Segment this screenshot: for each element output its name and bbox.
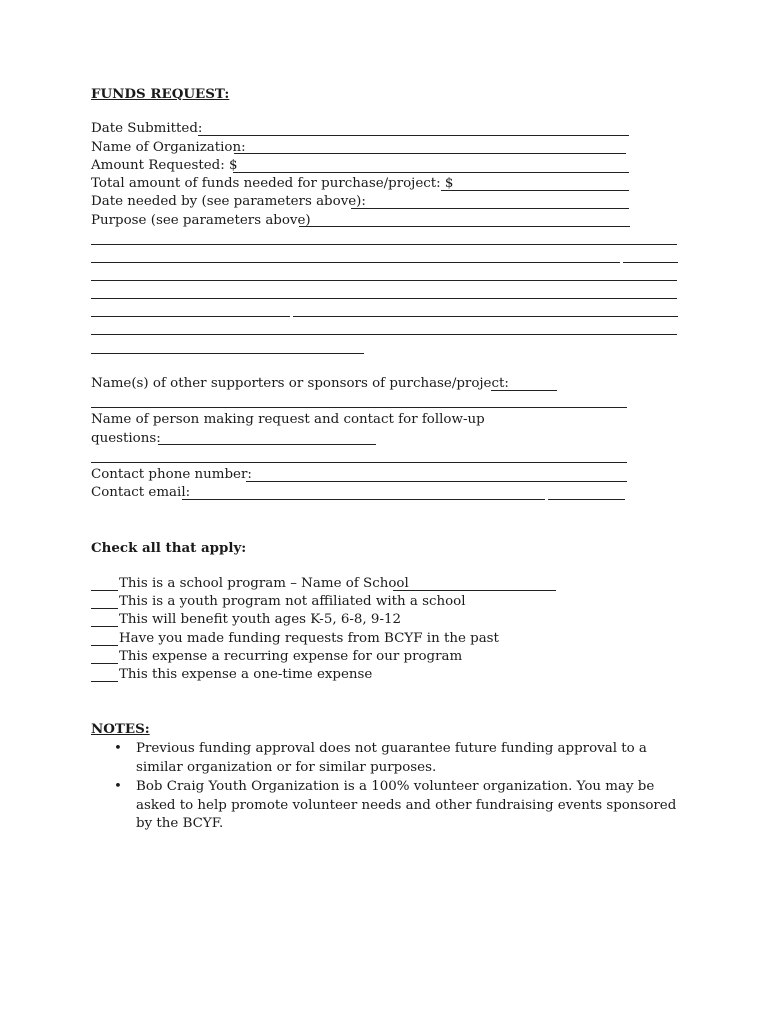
date-submitted-label: Date Submitted: [91,121,203,136]
purpose-line[interactable] [91,334,677,335]
purpose-field[interactable] [299,226,630,227]
purpose-line[interactable] [91,244,677,245]
contact-phone-label: Contact phone number: [91,467,252,482]
purpose-line[interactable] [91,298,677,299]
contact-phone-field[interactable] [246,481,627,482]
purpose-line[interactable] [91,280,677,281]
supporters-line[interactable] [91,407,627,408]
checklist-item: This expense a recurring expense for our program [119,649,463,664]
organization-name-field[interactable] [234,153,626,154]
purpose-line[interactable] [91,316,290,317]
purpose-line[interactable] [293,316,678,317]
note-item: • Bob Craig Youth Organization is a 100% volunteer organization. You may be asked to help promote volunteer needs and other fundraising events sponsored by the BCYF. [91,778,681,834]
checklist-item: This is a youth program not affiliated with a school [119,594,466,609]
checkbox-line[interactable] [91,681,118,682]
contact-email-label: Contact email: [91,485,191,500]
date-submitted-field[interactable] [198,135,629,136]
checkbox-line[interactable] [91,645,118,646]
checklist-item: This will benefit youth ages K-5, 6-8, 9-12 [119,612,402,627]
contact-email-field[interactable] [548,499,625,500]
purpose-label: Purpose (see parameters above) [91,213,311,228]
supporters-label: Name(s) of other supporters or sponsors of purchase/project: [91,376,509,391]
contact-email-field[interactable] [182,499,545,500]
date-needed-field[interactable] [351,208,629,209]
total-amount-label: Total amount of funds needed for purchase/project: $ [91,176,454,191]
supporters-field[interactable] [491,390,557,391]
checkbox-line[interactable] [91,626,118,627]
form-title: FUNDS REQUEST: [91,86,230,102]
school-name-field[interactable] [393,590,556,591]
checklist-item: This is a school program – Name of School [119,576,409,591]
note-item: • Previous funding approval does not guarantee future funding approval to a similar organization or for similar purposes. [91,740,681,777]
total-amount-field[interactable] [441,190,629,191]
purpose-line[interactable] [91,353,364,354]
amount-requested-field[interactable] [233,172,629,173]
requester-label: Name of person making request and contact for follow-up [91,412,485,427]
checkbox-line[interactable] [91,608,118,609]
organization-name-label: Name of Organization: [91,140,246,155]
notes-heading: NOTES: [91,721,150,737]
notes-list [91,740,681,835]
checkbox-line[interactable] [91,590,118,591]
checklist-heading: Check all that apply: [91,540,247,556]
purpose-line[interactable] [623,262,678,263]
date-needed-label: Date needed by (see parameters above): [91,194,366,209]
checklist-item: Have you made funding requests from BCYF in the past [119,631,499,646]
purpose-line[interactable] [91,262,620,263]
requester-line[interactable] [91,462,627,463]
requester-label-cont: questions: [91,431,161,446]
checkbox-line[interactable] [91,663,118,664]
requester-field[interactable] [158,444,376,445]
amount-requested-label: Amount Requested: $ [91,158,238,173]
checklist-item: This this expense a one-time expense [119,667,373,682]
